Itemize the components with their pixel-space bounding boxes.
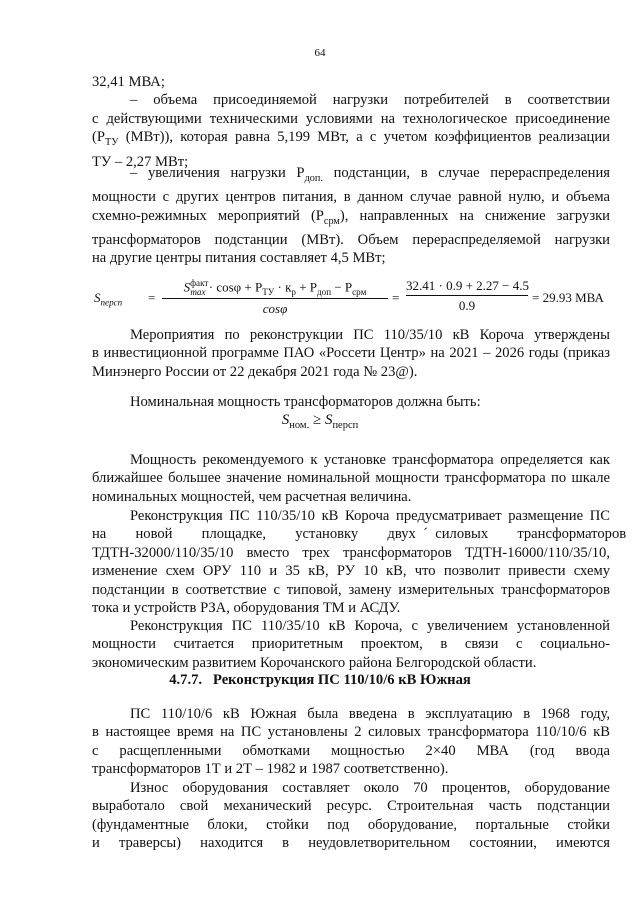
- text-line: мощности считается приоритетным проектом, в связи с социально-: [92, 636, 610, 653]
- text-line: в инвестиционной программе ПАО «Россети Центр» на 2021 – 2026 годы (приказ: [92, 345, 610, 362]
- paragraph-nominal-power: [92, 393, 610, 411]
- text-line: изменение схем ОРУ 110 и 35 кВ, РУ 10 кВ, что позволит привести схему: [92, 563, 610, 580]
- text-line: – увеличения нагрузки $Р_{доп.}$ подстанции, в случае перераспределения: [130, 165, 610, 184]
- text-line: – объема присоединяемой нагрузки потребителей в соответствии: [130, 92, 610, 109]
- page-number: 64: [314, 47, 326, 59]
- text-line: экономическим развитием Корочанского района Белгородской области.: [92, 654, 537, 671]
- paragraph-recommended-power: [92, 451, 610, 506]
- text-line: с расщепленными обмотками мощностью 2×40 МВА (год ввода: [92, 742, 610, 759]
- fraction-numerator: 32.41 · 0.9 + 2.27 − 4.5: [406, 278, 528, 296]
- paragraph-reconstruction-scope: [92, 507, 627, 617]
- formula-s-persp: [92, 278, 610, 322]
- paragraph-priority: [92, 617, 610, 672]
- text-line: на другие центры питания составляет 4,5 МВт;: [92, 250, 386, 267]
- text-line: 32,41 МВА;: [92, 74, 165, 90]
- fraction-numerator: $S^{факт}_{max} \cdot \cos\varphi + Р_{ТУ} \cdot к_р + Р_{доп} - Р_{срм}$: [162, 278, 388, 299]
- text-line: с действующими техническими условиями на технологическое присоединение: [92, 110, 610, 127]
- text-line: Реконструкция ПС 110/35/10 кВ Короча, с увеличением установленной: [130, 618, 610, 634]
- equals-sign: =: [392, 290, 400, 305]
- text-line: Номинальная мощность трансформаторов должна быть:: [130, 394, 481, 410]
- text-line: Мероприятия по реконструкции ПС 110/35/10 кВ Короча утверждены: [130, 327, 610, 343]
- paragraph-approval: [92, 326, 610, 381]
- fraction-denominator: 0.9: [458, 298, 476, 313]
- inequality-formula: $S_{ном.} \ge S_{персп}$: [281, 412, 359, 431]
- text-line: ПС 110/10/6 кВ Южная была введена в эксплуатацию в 1968 году,: [130, 706, 610, 722]
- paragraph-load-increase: [92, 164, 610, 268]
- text-line: на новой площадке, установку двух ´ силовых трансформаторов: [92, 526, 627, 543]
- formula-lhs: $S_{персп}$: [94, 290, 123, 308]
- text-line: номинальных мощностей, чем расчетная величина.: [92, 488, 412, 505]
- text-line: тока и устройств РЗА, оборудования ТМ и АСДУ.: [92, 600, 401, 617]
- fraction-numeric: [406, 278, 528, 314]
- text-line: трансформаторов подстанции (МВт). Объем перераспределяемой нагрузки: [92, 232, 610, 249]
- text-line: трансформаторов 1Т и 2Т – 1982 и 1987 соответственно).: [92, 761, 449, 778]
- text-line: мощности с других центров питания, в данном случае равной нулю, и объема: [92, 189, 610, 206]
- paragraph-load-connection: [92, 73, 610, 171]
- text-line: Минэнерго России от 22 декабря 2021 года № 23@).: [92, 363, 418, 380]
- equals-sign: =: [148, 290, 156, 305]
- text-line: ближайшее большее значение номинальной мощности трансформатора по шкале: [92, 470, 610, 487]
- fraction-denominator: cosφ: [262, 300, 288, 316]
- text-line: ТДТН-32000/110/35/10 вместо трех трансформаторов ТДТН-16000/110/35/10,: [92, 544, 610, 561]
- text-line: Износ оборудования составляет около 70 процентов, оборудование: [130, 780, 610, 796]
- text-line: (фундаментные блоки, стойки под оборудование, портальные стойки: [92, 816, 610, 833]
- section-heading: 4.7.7. Реконструкция ПС 110/10/6 кВ Южная: [169, 672, 471, 688]
- text-line: Реконструкция ПС 110/35/10 кВ Короча предусматривает размещение ПС: [130, 508, 610, 524]
- paragraph-equipment-wear: [92, 779, 610, 853]
- text-line: выработало свой механический ресурс. Строительная часть подстанции: [92, 798, 610, 815]
- text-line: подстанции в соответствие с типовой, замену измерительных трансформаторов: [92, 581, 610, 598]
- text-line: ТУ – 2,27 МВт;: [92, 153, 189, 170]
- fraction-symbolic: [162, 278, 388, 317]
- text-line: схемно-режимных мероприятий $(Р_{срм})$, направленных на снижение загрузки: [92, 207, 610, 227]
- text-line: ($Р_{ТУ}$ (МВт)), которая равна 5,199 МВт, а с учетом коэффициентов реализации: [92, 129, 610, 149]
- text-line: в настоящее время на ПС установлены 2 силовых трансформатора 110/10/6 кВ: [92, 724, 610, 741]
- formula-result: = 29.93 МВА: [532, 290, 604, 305]
- text-line: Мощность рекомендуемого к установке трансформатора определяется как: [130, 452, 610, 468]
- text-line: и траверсы) находится в неудовлетворительном состоянии, имеются: [92, 835, 610, 852]
- paragraph-substation-history: [92, 705, 610, 779]
